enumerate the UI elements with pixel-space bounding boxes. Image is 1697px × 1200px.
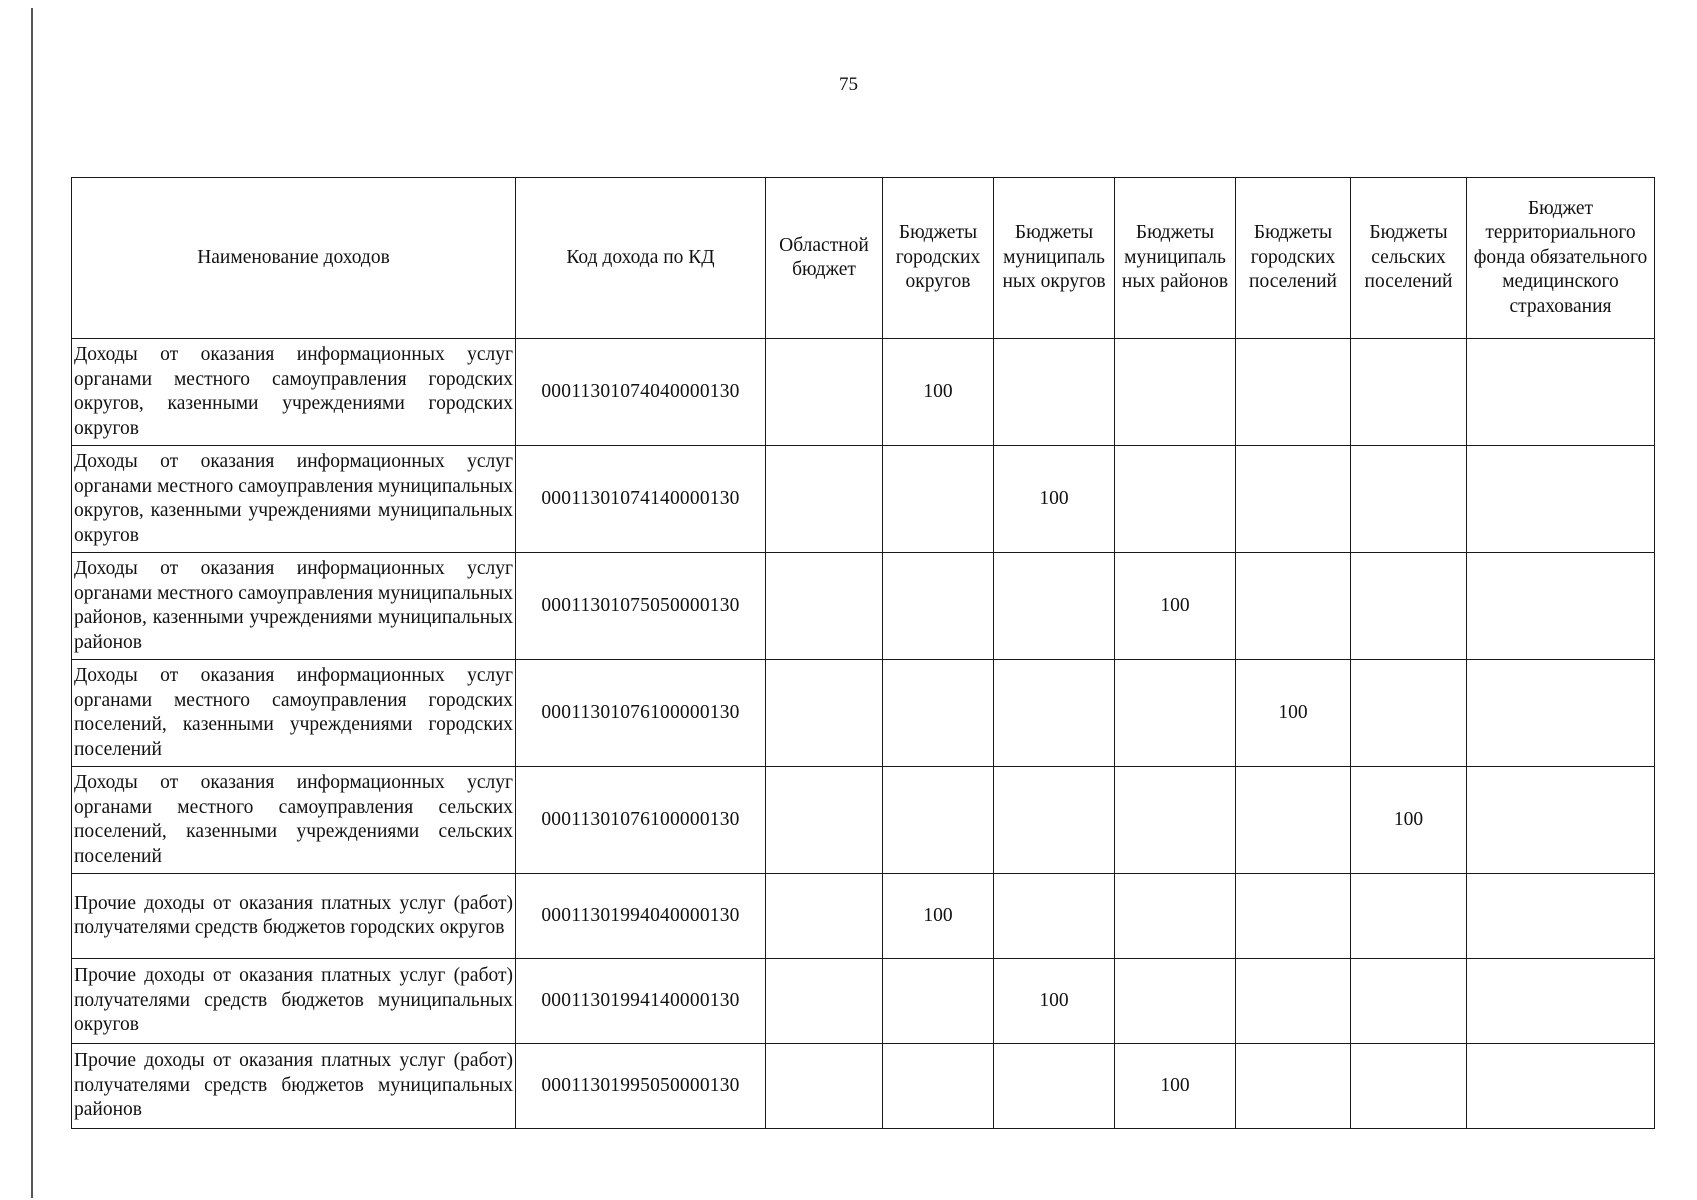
city-district-budgets-cell [883, 767, 994, 874]
rural-settlement-budgets-cell [1351, 1044, 1467, 1129]
table-row [72, 553, 1655, 660]
rural-settlement-budgets-cell [1351, 874, 1467, 959]
urban-settlement-budgets-cell [1236, 553, 1351, 660]
header-rural-settlement-budgets: Бюджеты сельских поселений [1351, 178, 1467, 339]
page-number: 75 [839, 74, 858, 95]
income-name-cell: Доходы от оказания информационных услуг органами местного самоуправления городских поселений, казенными учреждениями городских поселений [72, 660, 516, 767]
city-district-budgets-cell [883, 959, 994, 1044]
table-row [72, 339, 1655, 446]
medical-insurance-fund-budget-cell [1467, 339, 1655, 446]
city-district-budgets-cell [883, 1044, 994, 1129]
income-code-cell: 00011301994040000130 [516, 874, 766, 959]
urban-settlement-budgets-cell [1236, 1044, 1351, 1129]
medical-insurance-fund-budget-cell [1467, 446, 1655, 553]
municipal-area-budgets-cell: 100 [1115, 1044, 1236, 1129]
medical-insurance-fund-budget-cell [1467, 660, 1655, 767]
urban-settlement-budgets-cell: 100 [1236, 660, 1351, 767]
regional-budget-cell [766, 553, 883, 660]
city-district-budgets-cell [883, 446, 994, 553]
urban-settlement-budgets-cell [1236, 767, 1351, 874]
regional-budget-cell [766, 660, 883, 767]
municipal-district-budgets-cell: 100 [994, 446, 1115, 553]
rural-settlement-budgets-cell [1351, 660, 1467, 767]
header-income-code: Код дохода по КД [516, 178, 766, 339]
income-name-cell: Доходы от оказания информационных услуг органами местного самоуправления муниципальных округов, казенными учреждениями муниципальных округов [72, 446, 516, 553]
municipal-district-budgets-cell [994, 553, 1115, 660]
municipal-district-budgets-cell: 100 [994, 959, 1115, 1044]
table-row [72, 1044, 1655, 1129]
municipal-area-budgets-cell [1115, 446, 1236, 553]
revenue-distribution-table [71, 177, 1655, 1129]
regional-budget-cell [766, 874, 883, 959]
header-regional-budget: Областной бюджет [766, 178, 883, 339]
income-name-cell: Доходы от оказания информационных услуг органами местного самоуправления муниципальных районов, казенными учреждениями муниципальных районов [72, 553, 516, 660]
medical-insurance-fund-budget-cell [1467, 959, 1655, 1044]
header-municipal-district-budgets: Бюджеты муниципаль ных округов [994, 178, 1115, 339]
header-medical-insurance-fund-budget: Бюджет территориального фонда обязательного медицинского страхования [1467, 178, 1655, 339]
municipal-district-budgets-cell [994, 1044, 1115, 1129]
header-city-district-budgets: Бюджеты городских округов [883, 178, 994, 339]
medical-insurance-fund-budget-cell [1467, 1044, 1655, 1129]
income-code-cell: 00011301995050000130 [516, 1044, 766, 1129]
income-name-cell: Прочие доходы от оказания платных услуг (работ) получателями средств бюджетов городских округов [72, 874, 516, 959]
table-row [72, 767, 1655, 874]
municipal-area-budgets-cell [1115, 767, 1236, 874]
table-row [72, 446, 1655, 553]
header-municipal-area-budgets: Бюджеты муниципаль ных районов [1115, 178, 1236, 339]
header-urban-settlement-budgets: Бюджеты городских поселений [1236, 178, 1351, 339]
header-income-name: Наименование доходов [72, 178, 516, 339]
municipal-area-budgets-cell [1115, 339, 1236, 446]
table-header-row [72, 178, 1655, 339]
income-name-cell: Доходы от оказания информационных услуг органами местного самоуправления городских округов, казенными учреждениями городских округов [72, 339, 516, 446]
income-code-cell: 00011301075050000130 [516, 553, 766, 660]
city-district-budgets-cell [883, 553, 994, 660]
rural-settlement-budgets-cell [1351, 339, 1467, 446]
income-name-cell: Прочие доходы от оказания платных услуг (работ) получателями средств бюджетов муниципальных округов [72, 959, 516, 1044]
municipal-district-budgets-cell [994, 660, 1115, 767]
income-code-cell: 00011301074040000130 [516, 339, 766, 446]
rural-settlement-budgets-cell [1351, 446, 1467, 553]
urban-settlement-budgets-cell [1236, 874, 1351, 959]
municipal-district-budgets-cell [994, 767, 1115, 874]
binding-margin-line [31, 8, 33, 1198]
regional-budget-cell [766, 959, 883, 1044]
municipal-area-budgets-cell [1115, 660, 1236, 767]
city-district-budgets-cell [883, 660, 994, 767]
table-row [72, 874, 1655, 959]
rural-settlement-budgets-cell: 100 [1351, 767, 1467, 874]
income-code-cell: 00011301994140000130 [516, 959, 766, 1044]
regional-budget-cell [766, 767, 883, 874]
income-name-cell: Прочие доходы от оказания платных услуг (работ) получателями средств бюджетов муниципальных районов [72, 1044, 516, 1129]
table-row [72, 959, 1655, 1044]
urban-settlement-budgets-cell [1236, 446, 1351, 553]
urban-settlement-budgets-cell [1236, 959, 1351, 1044]
rural-settlement-budgets-cell [1351, 959, 1467, 1044]
municipal-district-budgets-cell [994, 339, 1115, 446]
medical-insurance-fund-budget-cell [1467, 874, 1655, 959]
municipal-area-budgets-cell [1115, 874, 1236, 959]
municipal-area-budgets-cell [1115, 959, 1236, 1044]
income-code-cell: 00011301076100000130 [516, 767, 766, 874]
rural-settlement-budgets-cell [1351, 553, 1467, 660]
medical-insurance-fund-budget-cell [1467, 767, 1655, 874]
city-district-budgets-cell: 100 [883, 874, 994, 959]
income-name-cell: Доходы от оказания информационных услуг органами местного самоуправления сельских поселений, казенными учреждениями сельских поселений [72, 767, 516, 874]
income-code-cell: 00011301074140000130 [516, 446, 766, 553]
table-row [72, 660, 1655, 767]
income-code-cell: 00011301076100000130 [516, 660, 766, 767]
regional-budget-cell [766, 446, 883, 553]
municipal-district-budgets-cell [994, 874, 1115, 959]
city-district-budgets-cell: 100 [883, 339, 994, 446]
urban-settlement-budgets-cell [1236, 339, 1351, 446]
medical-insurance-fund-budget-cell [1467, 553, 1655, 660]
regional-budget-cell [766, 1044, 883, 1129]
municipal-area-budgets-cell: 100 [1115, 553, 1236, 660]
regional-budget-cell [766, 339, 883, 446]
